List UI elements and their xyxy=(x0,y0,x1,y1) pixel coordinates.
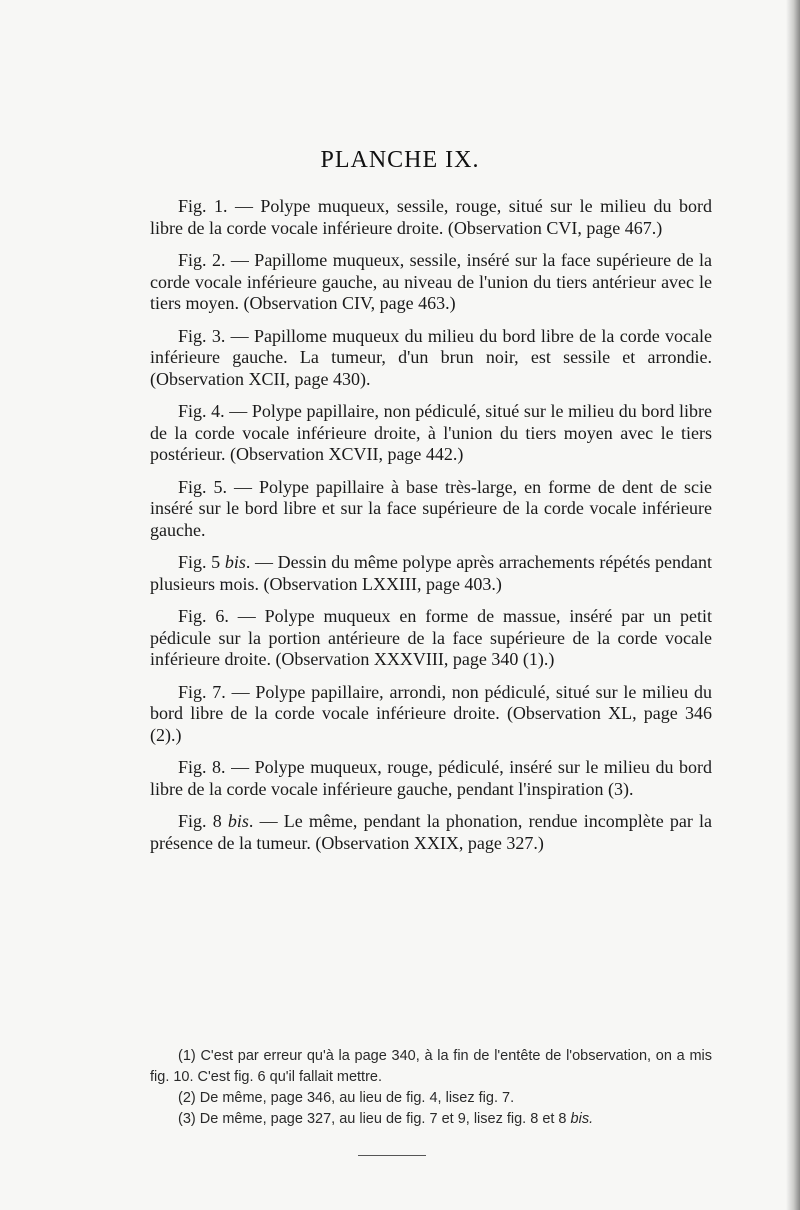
figure-captions xyxy=(150,196,712,865)
figure-text: — Polype papillaire, arrondi, non pédiculé, situé sur le milieu du bord libre de la corde vocale inférieure droite. (Observation XL, page 346 (2).) xyxy=(150,681,712,745)
figure-bis: bis xyxy=(224,552,246,572)
figure-label: Fig. 6. xyxy=(178,606,229,626)
footnote-text: (3) De même, page 327, au lieu de fig. 7 et 9, lisez fig. 8 et 8 xyxy=(178,1111,571,1127)
footnote-bis: bis. xyxy=(570,1111,594,1127)
figure-caption xyxy=(150,757,712,800)
figure-text: — Polype muqueux en forme de massue, inséré par un petit pédicule sur la portion antérieure de la face supérieure de la corde vocale inférieure droite. (Observation XXXVIII, page 340 (1).) xyxy=(150,606,712,669)
figure-label: Fig. 1. xyxy=(178,196,228,216)
figure-text: . — Le même, pendant la phonation, rendue incomplète par la présence de la tumeur. (Observation XXIX, page 327.) xyxy=(150,811,713,853)
figure-text: — Polype muqueux, sessile, rouge, situé sur le milieu du bord libre de la corde vocale inférieure droite. (Observation CVI, page 467.) xyxy=(150,196,712,238)
figure-caption xyxy=(150,196,712,239)
figure-label: Fig. 3. xyxy=(178,325,226,346)
footnote-text: (2) De même, page 346, au lieu de fig. 4, lisez fig. 7. xyxy=(178,1090,515,1106)
figure-label: Fig. 7. xyxy=(178,681,226,702)
figure-label: Fig. 8 xyxy=(178,811,222,831)
figure-text: — Papillome muqueux, sessile, inséré sur la face supérieure de la corde vocale inférieure gauche, au niveau de l'union du tiers antérieur avec le tiers moyen. (Observation CIV, page 463.) xyxy=(150,250,713,313)
figure-bis: bis xyxy=(227,811,249,831)
footnote xyxy=(150,1109,712,1130)
figure-caption xyxy=(150,326,712,391)
figure-caption xyxy=(150,682,712,747)
figure-label: Fig. 5 xyxy=(178,552,221,572)
figure-caption xyxy=(150,477,712,542)
figure-text: — Polype muqueux, rouge, pédiculé, inséré sur le milieu du bord libre de la corde vocale inférieure gauche, pendant l'inspiration (3). xyxy=(150,757,712,799)
figure-caption xyxy=(150,552,712,595)
page-edge-shadow xyxy=(786,0,800,1210)
footnote xyxy=(150,1088,712,1109)
figure-text: — Polype papillaire à base très-large, en forme de dent de scie inséré sur le bord libre et sur la face supérieure de la corde vocale inférieure gauche. xyxy=(150,476,712,540)
figure-text: — Polype papillaire, non pédiculé, situé sur le milieu du bord libre de la corde vocale inférieure droite, à l'union du tiers moyen avec le tiers postérieur. (Observation XCVII, page 442.) xyxy=(150,401,712,464)
footnotes xyxy=(150,1046,712,1130)
footer-rule xyxy=(358,1155,426,1156)
figure-caption xyxy=(150,606,712,671)
figure-text: — Papillome muqueux du milieu du bord libre de la corde vocale inférieure gauche. La tumeur, d'un brun noir, est sessile et arrondie. (Observation XCII, page 430). xyxy=(150,325,712,389)
footnote-text: (1) C'est par erreur qu'à la page 340, à la fin de l'entête de l'observation, on a mis fig. 10. C'est fig. 6 qu'il fallait mettre. xyxy=(150,1048,712,1085)
footnote xyxy=(150,1046,712,1088)
figure-label: Fig. 4. xyxy=(178,401,225,421)
figure-label: Fig. 2. xyxy=(178,250,226,270)
figure-text: . — Dessin du même polype après arrachements répétés pendant plusieurs mois. (Observation LXXIII, page 403.) xyxy=(150,552,713,594)
figure-label: Fig. 5. xyxy=(178,476,228,497)
plate-title: PLANCHE IX. xyxy=(320,147,480,173)
figure-caption xyxy=(150,250,712,315)
figure-label: Fig. 8. xyxy=(178,757,226,777)
figure-caption xyxy=(150,401,712,466)
figure-caption xyxy=(150,811,712,854)
